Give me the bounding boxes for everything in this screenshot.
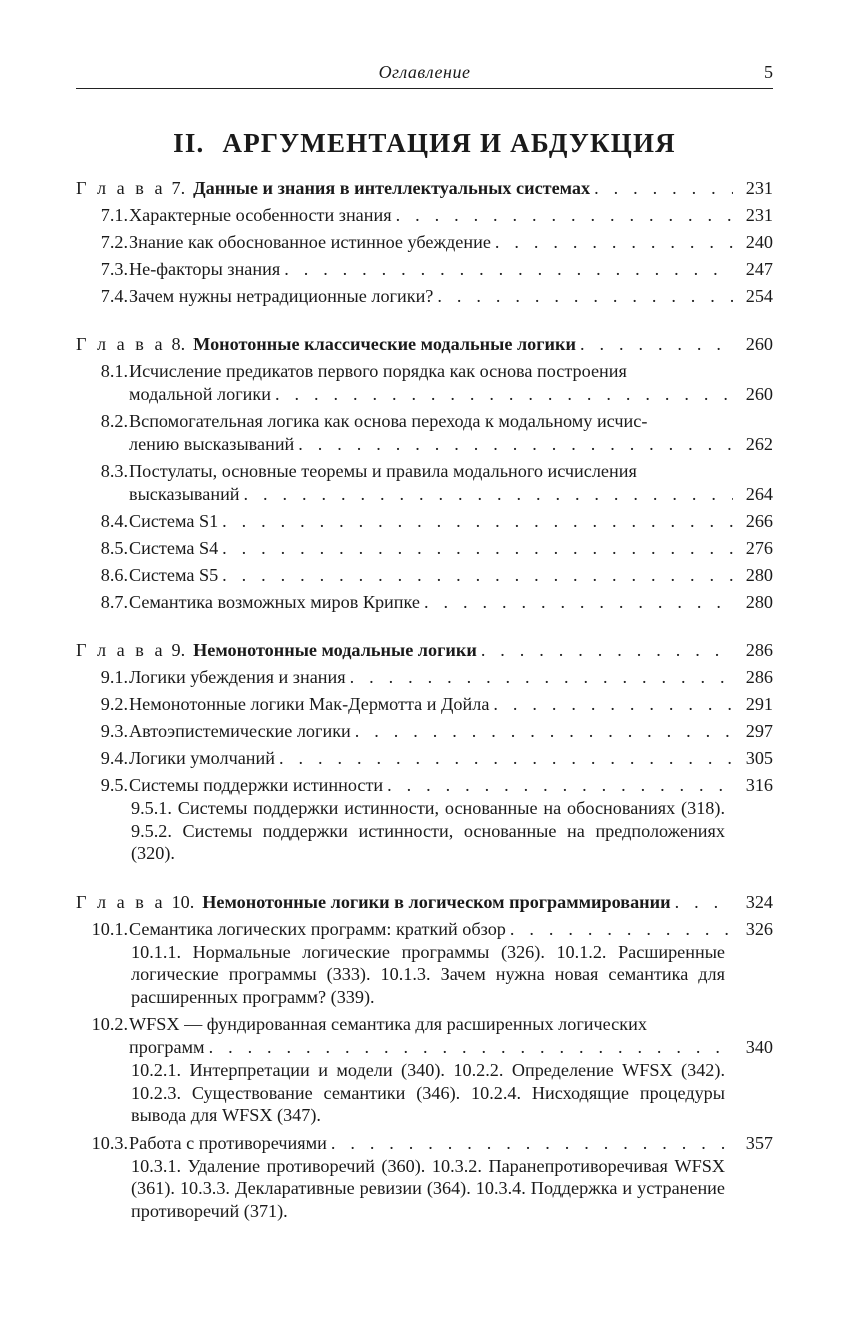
section-body: [129, 693, 773, 720]
section-row[interactable]: [129, 383, 773, 406]
leader-dots: [351, 720, 733, 743]
leader-dots: [477, 639, 733, 662]
section-title[interactable]: модальной логики: [129, 384, 271, 404]
section-number: 8.4.: [100, 511, 128, 531]
leader-dots: [294, 433, 733, 456]
section-body: [129, 410, 773, 460]
section-row[interactable]: [129, 1132, 773, 1155]
section-page[interactable]: 254: [745, 286, 773, 306]
header-title: Оглавление: [378, 62, 471, 82]
section-entry[interactable]: [76, 1132, 773, 1228]
section-text: [129, 383, 733, 406]
section-number: 10.1.: [91, 918, 128, 939]
section-number: 8.2.: [100, 411, 128, 431]
chapter-entry[interactable]: [76, 639, 773, 662]
chapter-prefix: Г л а в а: [76, 334, 166, 354]
chapter-text: [76, 639, 733, 662]
section-text: [129, 591, 733, 614]
section-body: [129, 1132, 773, 1228]
leader-dots: [240, 483, 733, 506]
section-title[interactable]: Логики умолчаний: [129, 748, 275, 768]
section-number: 10.3.: [91, 1132, 128, 1153]
section-page[interactable]: 266: [745, 511, 773, 531]
leader-dots: [280, 258, 733, 281]
section-title[interactable]: Не-факторы знания: [129, 259, 281, 279]
section-body: [129, 258, 773, 285]
leader-dots: [218, 537, 733, 560]
section-body: [129, 774, 773, 870]
section-page[interactable]: 326: [745, 918, 773, 939]
chapter-page[interactable]: 324: [745, 891, 773, 912]
section-title[interactable]: программ: [129, 1037, 205, 1057]
section-body: [129, 747, 773, 774]
leader-dots: [590, 177, 733, 200]
subsection-list[interactable]: 10.2.1. Интерпретации и модели (340). 10.2.2. Определение WFSX (342). 10.2.3. Существование семантики (346). 10.2.4. Нисходящие процедуры вывода для WFSX (347).: [131, 1060, 725, 1125]
section-number: 8.3.: [100, 461, 128, 481]
section-page[interactable]: 297: [745, 721, 773, 741]
chapter-prefix: Г л а в а: [76, 640, 166, 660]
part-numeral: II.: [173, 128, 205, 158]
section-row[interactable]: [129, 693, 773, 716]
section-number: 9.1.: [100, 667, 128, 687]
section-title[interactable]: высказываний: [129, 484, 240, 504]
section-title[interactable]: Система S1: [129, 511, 219, 531]
chapter-number: 7.: [171, 178, 186, 198]
section-entry[interactable]: [76, 460, 773, 510]
section-title[interactable]: Система S4: [129, 538, 219, 558]
section-body: [129, 918, 773, 1014]
section-text: [129, 537, 733, 560]
leader-dots: [489, 693, 733, 716]
section-entry[interactable]: [76, 410, 773, 460]
section-body: [129, 510, 773, 537]
leader-dots: [392, 204, 733, 227]
leader-dots: [218, 510, 733, 533]
section-row[interactable]: [129, 918, 773, 941]
chapter-entry[interactable]: [76, 891, 773, 914]
section-entry[interactable]: [76, 774, 773, 870]
leader-dots: [491, 231, 733, 254]
leader-dots: [271, 383, 733, 406]
section-row[interactable]: [129, 591, 773, 614]
section-number: 9.3.: [100, 721, 128, 741]
section-row[interactable]: [129, 774, 773, 797]
leader-dots: [433, 285, 733, 308]
leader-dots: [218, 564, 733, 587]
section-entry[interactable]: [76, 204, 773, 231]
chapter-title[interactable]: Монотонные классические модальные логики: [193, 334, 576, 354]
section-entry[interactable]: [76, 360, 773, 410]
book-page: [76, 60, 773, 1227]
section-entry[interactable]: [76, 591, 773, 618]
chapter-page[interactable]: 260: [745, 334, 773, 354]
chapter-number: 8.: [171, 334, 186, 354]
section-entry[interactable]: [76, 285, 773, 312]
subsection-list[interactable]: 10.3.1. Удаление противоречий (360). 10.3.2. Паранепротиворечивая WFSX (361). 10.3.3. Декларативные ревизии (364). 10.3.4. Поддержка и устранение противоречий (371).: [131, 1155, 725, 1221]
section-row[interactable]: [129, 204, 773, 227]
chapter-number: 10.: [171, 891, 195, 912]
section-entry[interactable]: [76, 510, 773, 537]
section-page[interactable]: 276: [745, 538, 773, 558]
leader-dots: [205, 1036, 733, 1059]
section-title[interactable]: Зачем нужны нетрадиционные логики?: [129, 286, 434, 306]
section-number: 8.5.: [100, 538, 128, 558]
section-page[interactable]: 260: [745, 384, 773, 404]
chapter-title[interactable]: Немонотонные модальные логики: [193, 640, 477, 660]
chapter-page[interactable]: 231: [745, 178, 773, 198]
section-row[interactable]: [129, 510, 773, 533]
section-page[interactable]: 240: [745, 232, 773, 252]
section-body: [129, 564, 773, 591]
section-page[interactable]: 286: [745, 667, 773, 687]
section-body: [129, 666, 773, 693]
section-number: 7.4.: [100, 286, 128, 306]
section-title-line[interactable]: Вспомогательная логика как основа перехода к модальному исчис-: [129, 411, 648, 431]
section-text: [129, 720, 733, 743]
leader-dots: [506, 918, 733, 941]
section-title-line[interactable]: WFSX — фундированная семантика для расширенных логических: [129, 1014, 647, 1034]
section-entry[interactable]: [76, 666, 773, 693]
section-title[interactable]: Немонотонные логики Мак-Дермотта и Дойла: [129, 694, 490, 714]
section-text: [129, 747, 733, 770]
section-row[interactable]: [129, 258, 773, 281]
section-number: 9.5.: [100, 775, 128, 795]
chapter-text: [76, 891, 733, 914]
section-page[interactable]: 280: [745, 565, 773, 585]
section-text: [129, 510, 733, 533]
section-text: [129, 918, 733, 941]
section-page[interactable]: 340: [745, 1037, 773, 1057]
section-title-line[interactable]: Исчисление предикатов первого порядка как основа построения: [129, 361, 627, 381]
section-page[interactable]: 247: [745, 259, 773, 279]
section-row[interactable]: [129, 666, 773, 689]
section-page[interactable]: 280: [745, 592, 773, 612]
section-title[interactable]: Автоэпистемические логики: [129, 721, 351, 741]
section-number: 7.1.: [100, 205, 128, 225]
table-of-contents: [76, 177, 773, 1227]
section-body: [129, 231, 773, 258]
subsection-list[interactable]: 10.1.1. Нормальные логические программы (326). 10.1.2. Расширенные логические программы (333). 10.1.3. Зачем нужна новая семантика для расширенных программ? (339).: [131, 941, 725, 1007]
section-page[interactable]: 357: [745, 1132, 773, 1153]
header-page-number: 5: [764, 62, 773, 82]
section-text: [129, 231, 733, 254]
section-body: [129, 360, 773, 410]
part-heading: [76, 128, 773, 166]
chapter-text: [76, 333, 733, 356]
chapter-prefix: Г л а в а: [76, 178, 166, 198]
chapter-number: 9.: [171, 640, 186, 660]
section-entry[interactable]: [76, 537, 773, 564]
chapter-gap: [76, 870, 773, 891]
section-entry[interactable]: [76, 258, 773, 285]
section-title[interactable]: Системы поддержки истинности: [129, 775, 384, 795]
subsection-list[interactable]: 9.5.1. Системы поддержки истинности, основанные на обоснованиях (318). 9.5.2. Системы поддержки истинности, основанные на предположениях (320).: [131, 798, 725, 863]
section-body: [129, 460, 773, 510]
section-body: [129, 204, 773, 231]
leader-dots: [275, 747, 733, 770]
section-page[interactable]: 305: [745, 748, 773, 768]
section-body: [129, 537, 773, 564]
section-title[interactable]: Логики убеждения и знания: [129, 667, 346, 687]
section-entry[interactable]: [76, 1013, 773, 1132]
section-text: [129, 483, 733, 506]
chapter-page[interactable]: 286: [745, 640, 773, 660]
chapter-gap: [76, 312, 773, 333]
section-row[interactable]: [129, 564, 773, 587]
section-body: [129, 591, 773, 618]
chapter-text: [76, 177, 733, 200]
section-number: 7.3.: [100, 259, 128, 279]
section-text: [129, 774, 733, 797]
section-number: 8.7.: [100, 592, 128, 612]
leader-dots: [671, 891, 733, 914]
section-title[interactable]: Знание как обоснованное истинное убеждение: [129, 232, 491, 252]
section-row[interactable]: [129, 231, 773, 254]
leader-dots: [420, 591, 733, 614]
section-body: [129, 720, 773, 747]
leader-dots: [576, 333, 733, 356]
section-title-line[interactable]: Постулаты, основные теоремы и правила модального исчисления: [129, 461, 637, 481]
section-text: [129, 204, 733, 227]
section-body: [129, 1013, 773, 1132]
section-text: [129, 285, 733, 308]
section-text: [129, 1036, 733, 1059]
section-row[interactable]: [129, 1036, 773, 1059]
section-row[interactable]: [129, 433, 773, 456]
section-number: 9.2.: [100, 694, 128, 714]
section-text: [129, 666, 733, 689]
running-header: [76, 60, 773, 89]
section-number: 10.2.: [91, 1014, 128, 1034]
section-entry[interactable]: [76, 231, 773, 258]
chapter-entry[interactable]: [76, 333, 773, 356]
section-number: 8.1.: [100, 361, 128, 381]
part-title-text: АРГУМЕНТАЦИЯ И АБДУКЦИЯ: [222, 128, 676, 158]
chapter-entry[interactable]: [76, 177, 773, 200]
chapter-gap: [76, 618, 773, 639]
section-entry[interactable]: [76, 747, 773, 774]
section-page[interactable]: 262: [745, 434, 773, 454]
section-text: [129, 433, 733, 456]
section-number: 8.6.: [100, 565, 128, 585]
section-title[interactable]: Характерные особенности знания: [129, 205, 392, 225]
section-text: [129, 258, 733, 281]
leader-dots: [327, 1132, 733, 1155]
section-title[interactable]: Семантика возможных миров Крипке: [129, 592, 420, 612]
section-title[interactable]: Работа с противоречиями: [129, 1132, 327, 1153]
leader-dots: [383, 774, 733, 797]
section-entry[interactable]: [76, 693, 773, 720]
chapter-title[interactable]: Данные и знания в интеллектуальных системах: [193, 178, 591, 198]
section-row[interactable]: [129, 483, 773, 506]
section-number: 9.4.: [100, 748, 128, 768]
section-body: [129, 285, 773, 312]
section-row[interactable]: [129, 285, 773, 308]
leader-dots: [346, 666, 733, 689]
section-title[interactable]: лению высказываний: [129, 434, 295, 454]
section-text: [129, 1132, 733, 1155]
chapter-prefix: Г л а в а: [76, 891, 166, 912]
section-title[interactable]: Система S5: [129, 565, 219, 585]
chapter-title[interactable]: Немонотонные логики в логическом программировании: [202, 891, 671, 912]
section-row[interactable]: [129, 720, 773, 743]
section-text: [129, 693, 733, 716]
section-row[interactable]: [129, 747, 773, 770]
section-page[interactable]: 231: [745, 205, 773, 225]
section-entry[interactable]: [76, 720, 773, 747]
section-number: 7.2.: [100, 232, 128, 252]
section-page[interactable]: 316: [745, 775, 773, 795]
section-page[interactable]: 264: [745, 484, 773, 504]
section-title[interactable]: Семантика логических программ: краткий обзор: [129, 918, 506, 939]
section-entry[interactable]: [76, 564, 773, 591]
section-row[interactable]: [129, 537, 773, 560]
section-page[interactable]: 291: [745, 694, 773, 714]
section-text: [129, 564, 733, 587]
section-entry[interactable]: [76, 918, 773, 1014]
